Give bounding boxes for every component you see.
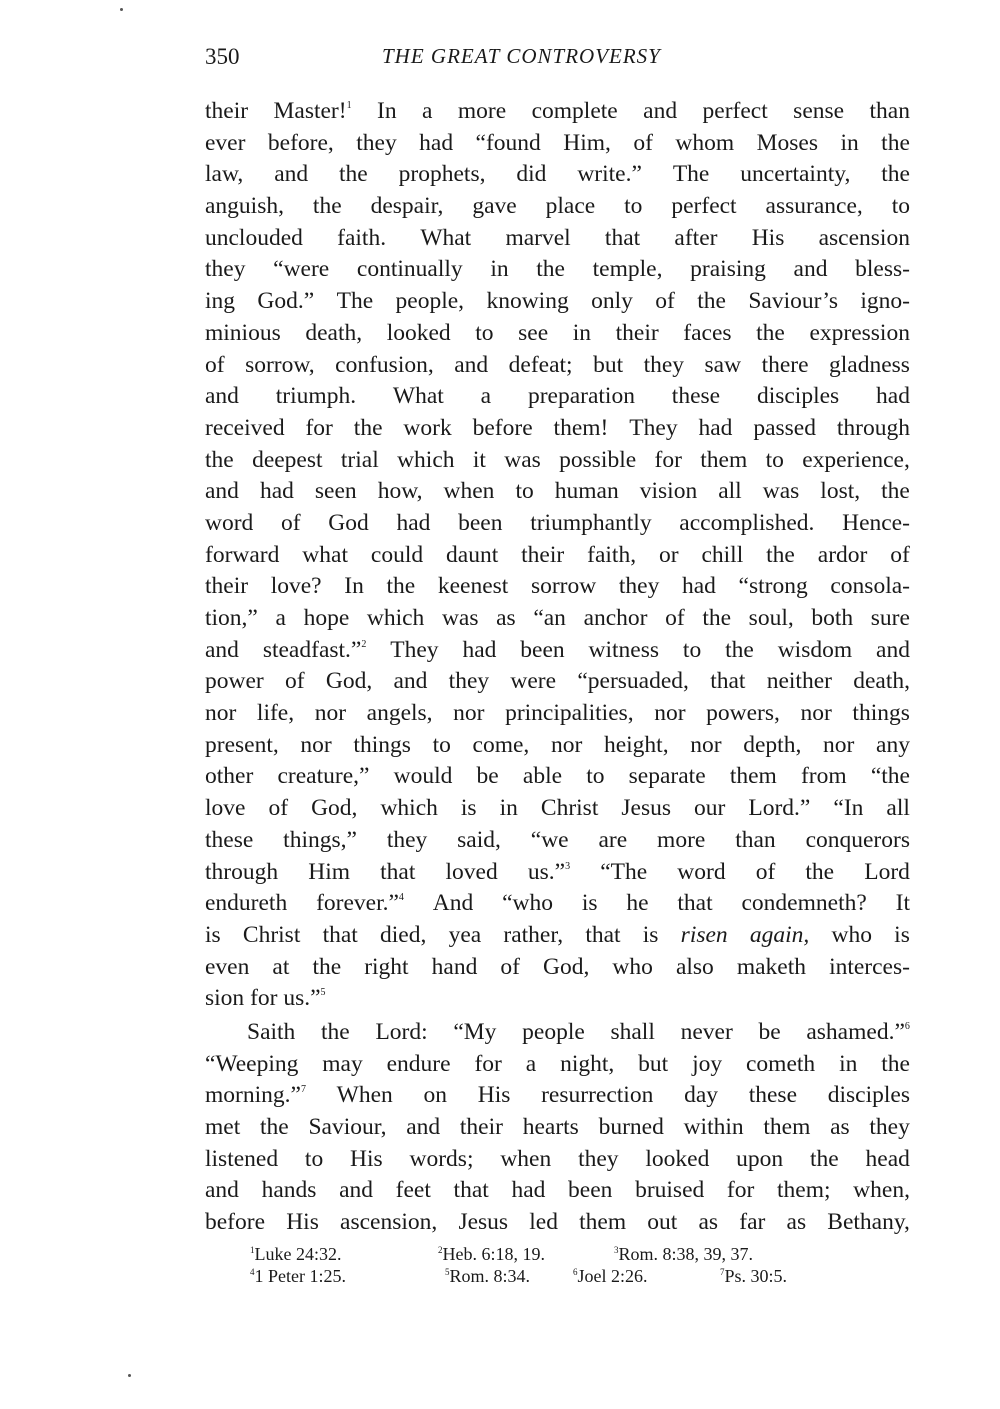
text-line: love of God, which is in Christ Jesus our Lord.” “In all [205,795,910,822]
scan-speck [128,1374,131,1377]
scan-speck [120,8,123,11]
page-number: 350 [205,44,240,69]
text-line: is Christ that died, yea rather, that is risen again, who is [205,921,910,948]
footnote-7: $^7$Ps. 30:5. [720,1266,788,1286]
text-line: endureth forever.”$^4$ And “who is he that condemneth? It [205,890,910,917]
text-line: Saith the Lord: “My people shall never be ashamed.”$^6$ [247,1018,910,1045]
text-line: ing God.” The people, knowing only of the Saviour’s igno- [205,288,910,315]
text-line: “Weeping may endure for a night, but joy cometh in the [205,1050,910,1077]
text-line: and triumph. What a preparation these disciples had [205,383,910,410]
text-line: word of God had been triumphantly accomplished. Hence- [205,509,910,536]
text-line: unclouded faith. What marvel that after His ascension [205,224,910,251]
footnote-row-2 [250,1265,870,1287]
text-line: through Him that loved us.”$^3$ “The word of the Lord [205,858,910,885]
text-line: and hands and feet that had been bruised for them; when, [205,1177,910,1204]
running-title: THE GREAT CONTROVERSY [382,44,661,68]
footnote-4: $^4$1 Peter 1:25. [250,1266,346,1286]
text-line: even at the right hand of God, who also maketh interces- [205,953,910,980]
text-line: of sorrow, confusion, and defeat; but they saw there gladness [205,351,910,378]
text-line: present, nor things to come, nor height, nor depth, nor any [205,731,910,758]
text-line: and steadfast.”$^2$ They had been witness to the wisdom and [205,636,910,663]
text-line: forward what could daunt their faith, or chill the ardor of [205,541,910,568]
text-line: sion for us.”$^5$ [205,985,326,1012]
text-line: met the Saviour, and their hearts burned within them as they [205,1114,910,1140]
footnote-6: $^6$Joel 2:26. [573,1266,648,1286]
body-text [205,96,910,1239]
footnote-1: $^1$Luke 24:32. [250,1244,342,1264]
text-line: the deepest trial which it was possible for them to experience, [205,446,910,473]
text-line: other creature,” would be able to separate them from “the [205,763,910,790]
text-line: ever before, they had “found Him, of whom Moses in the [205,129,910,156]
text-line: nor life, nor angels, nor principalities, nor powers, nor things [205,700,910,727]
text-line: morning.”$^7$ When on His resurrection day these disciples [205,1082,910,1109]
footnotes [250,1243,870,1287]
text-line: and had seen how, when to human vision all was lost, the [205,478,910,505]
text-line: minious death, looked to see in their faces the expression [205,319,910,346]
text-line: anguish, the despair, gave place to perfect assurance, to [205,193,910,220]
text-line: they “were continually in the temple, praising and bless- [205,256,910,283]
footnote-5: $^5$Rom. 8:34. [445,1266,531,1286]
text-line: received for the work before them! They had passed through [205,414,910,441]
footnote-2: $^2$Heb. 6:18, 19. [438,1244,545,1264]
text-line: tion,” a hope which was as “an anchor of the soul, both sure [205,605,910,631]
page-header [205,44,910,76]
text-line: law, and the prophets, did write.” The uncertainty, the [205,161,910,188]
text-line: these things,” they said, “we are more than conquerors [205,826,910,853]
text-line: listened to His words; when they looked upon the head [205,1145,910,1172]
text-line: their Master!$^1$ In a more complete and perfect sense than [205,98,910,124]
text-line: before His ascension, Jesus led them out as far as Bethany, [205,1209,910,1236]
text-line: power of God, and they were “persuaded, that neither death, [205,668,910,695]
footnote-3: $^3$Rom. 8:38, 39, 37. [614,1244,754,1264]
footnote-row-1 [250,1243,870,1265]
text-line: their love? In the keenest sorrow they had “strong consola- [205,573,910,600]
